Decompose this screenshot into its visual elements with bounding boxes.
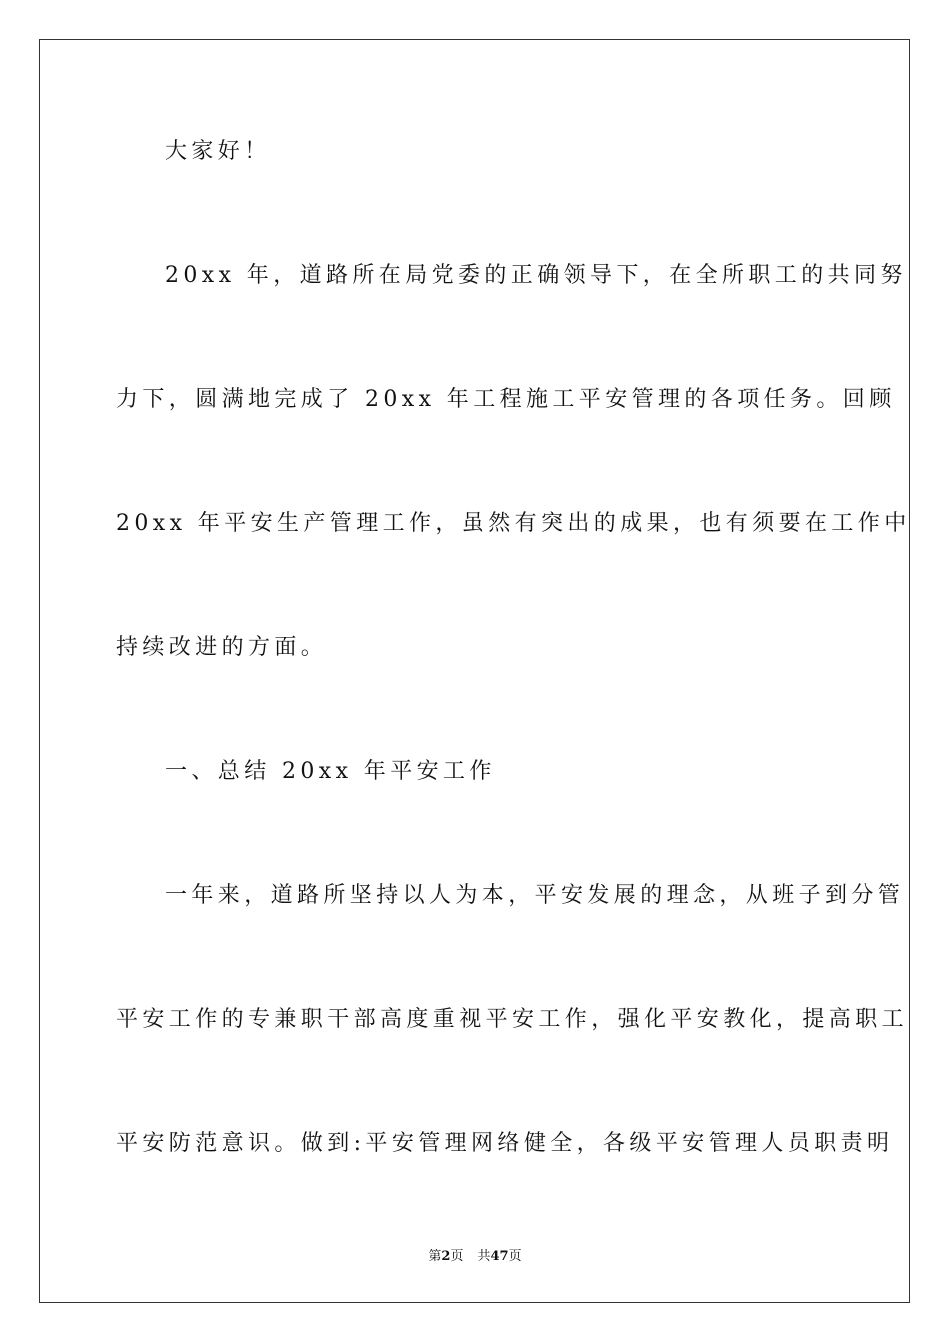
total-suffix: 页 (508, 1249, 522, 1264)
paragraph-line: 20xx 年平安生产管理工作，虽然有突出的成果，也有须要在工作中 (116, 511, 911, 536)
section-heading: 一、总结 20xx 年平安工作 (165, 759, 496, 784)
page-border (39, 39, 910, 1303)
paragraph-line: 一年来，道路所坚持以人为本，平安发展的理念，从班子到分管 (165, 883, 905, 908)
paragraph-line: 20xx 年，道路所在局党委的正确领导下，在全所职工的共同努 (165, 263, 907, 288)
paragraph-line: 平安工作的专兼职干部高度重视平安工作，强化平安教化，提高职工 (116, 1007, 909, 1032)
total-prefix: 共 (477, 1249, 491, 1264)
page-number: 2 (441, 1249, 451, 1264)
paragraph-line: 持续改进的方面。 (116, 635, 328, 660)
page-suffix: 页 (450, 1249, 464, 1264)
total-pages: 47 (490, 1249, 509, 1264)
greeting-line: 大家好！ (165, 139, 271, 164)
page-footer (0, 1248, 950, 1266)
page-prefix: 第 (428, 1249, 442, 1264)
paragraph-line: 力下，圆满地完成了 20xx 年工程施工平安管理的各项任务。回顾 (116, 387, 896, 412)
paragraph-line: 平安防范意识。做到:平安管理网络健全，各级平安管理人员职责明 (116, 1131, 894, 1156)
